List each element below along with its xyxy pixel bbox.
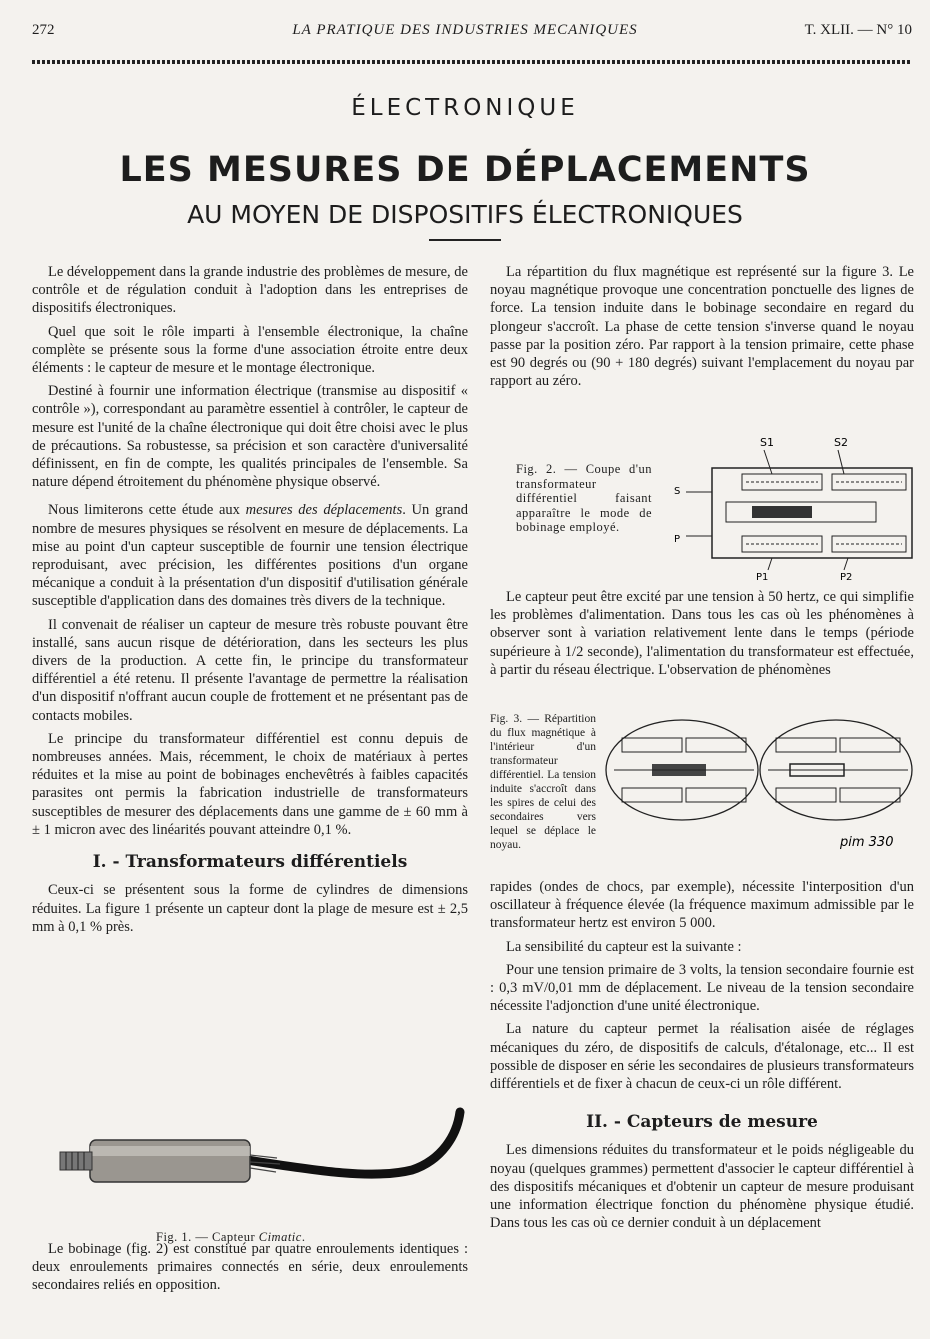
threaded-end	[60, 1152, 92, 1170]
left-column-end	[32, 1240, 468, 1300]
heading-transformateurs: I. - Transformateurs différentiels	[92, 852, 408, 873]
text-run: .	[301, 1230, 306, 1244]
coil	[686, 738, 746, 752]
paragraph: Le capteur peut être excité par une tension à 50 hertz, ce qui simplifie les problèmes d'alimentation. Dans tous les cas où les phénomènes à observer sont à variation relativement lente dans le temps (période supérieure à 1/2 seconde), l'alimentation du transformateur est effectuée, à partir du réseau électrique. L'observation de phénomènes	[490, 589, 914, 678]
paragraph: rapides (ondes de chocs, par exemple), nécessite l'interposition d'un oscillateur à fréquence élevée (la fréquence maximum admissible par le transformateur hertz est environ 5 000.	[490, 879, 914, 932]
coil	[776, 738, 836, 752]
text-run: Nous limiterons cette étude aux	[48, 502, 246, 519]
figure-1-sensor-photo	[32, 1100, 472, 1210]
paragraph: La répartition du flux magnétique est représenté sur la figure 3. Le noyau magnétique provoque une concentration ponctuelle des lignes de force. La tension induite dans le bobinage secondaire en regard du plongeur s'accroît. La phase de cette tension s'inverse quand le noyau passe par la position zéro. Par rapport à la tension primaire, cette phase est 90 degrés ou (90 + 180 degrés) suivant l'emplacement du noyau par rapport au zéro.	[490, 264, 914, 390]
figure-3-flux-distribution	[604, 716, 914, 856]
figure-2-transformer-cross-section	[672, 432, 917, 582]
paragraph: La nature du capteur permet la réalisation aisée de réglages mécaniques du zéro, de dispositifs de calculs, d'étalonage, etc... Il est possible de disposer en série les secondaires de plusieurs transformateurs différentiels et de fixer à chacun de ceux-ci un rôle différent.	[490, 1021, 915, 1093]
emphasis: mesures des déplacements	[245, 502, 403, 519]
paragraph: Destiné à fournir une information électrique (transmise au dispositif « contrôle »), correspondant au paramètre essentiel à contrôler, le capteur de mesure est l'unité de la chaîne électronique qui doit être choisi avec le plus de précautions. Sa robustesse, sa précision et son caractère d'universalité définissent, en fin de compte, les qualités principales de l'ensemble. Sa nature dépend étroitement du phénomène physique observé.	[32, 383, 468, 491]
leader	[768, 558, 772, 570]
journal-title: LA PRATIQUE DES INDUSTRIES MECANIQUES	[292, 22, 638, 38]
label-p2: P2	[840, 572, 853, 582]
coil	[776, 788, 836, 802]
paragraph: Le principe du transformateur différentiel est connu depuis de nombreuses années. Mais, récemment, le choix de matériaux à pertes réduites et la mise au point de bobinages enchevêtrés à faibles capacités parasites ont permis la fabrication industrielle de transformateurs susceptibles de mesurer des déplacements dans une gamme de ± 60 mm à ± 1 micron avec des linéarités pouvant atteindre 0,1 %.	[32, 730, 468, 838]
dotted-rule	[32, 60, 910, 64]
paragraph: Le développement dans la grande industrie des problèmes de mesure, de contrôle et de régulation conduit à l'adoption dans les entreprises de dispositifs électroniques.	[32, 264, 468, 317]
text-run: . Un grand nombre de mesures physiques se résolvent en mesure de déplacements. La mise au point d'un capteur susceptible de fournir une tension électrique reproduisant, avec précision, les différentes positions d'un organe mécanique a conduit à la présentation d'un dispositif d'utilisation générale susceptible d'application dans des domaines très divers de la technique.	[32, 502, 468, 610]
left-column	[32, 263, 468, 941]
paragraph	[32, 501, 468, 610]
paragraph: Pour une tension primaire de 3 volts, la tension secondaire fournie est : 0,3 mV/0,01 mm de déplacement. Le niveau de la tension secondaire nécessite l'adjonction d'une unité électronique.	[490, 961, 914, 1015]
heading-capteurs: II. - Capteurs de mesure	[586, 1112, 818, 1133]
paragraph: Il convenait de réaliser un capteur de mesure très robuste pouvant être installé, sans aucun risque de détérioration, dans les secteurs les plus divers de la production. A cette fin, le principe du transformateur différentiel a été retenu. Il présente l'avantage de permettre la réalisation d'un dispositif n'offrant aucun couple de frottement et ne présentant pas de contacts mobiles.	[32, 616, 468, 724]
coil	[622, 738, 682, 752]
leader	[844, 558, 848, 570]
section-heading: ÉLECTRONIQUE	[351, 95, 579, 121]
paragraph: Le bobinage (fig. 2) est constitué par quatre enroulements identiques : deux enroulements primaires connectés en série, deux enroulements secondaires reliés en opposition.	[32, 1241, 468, 1294]
page-number: 272	[32, 22, 55, 38]
label-p1: P1	[756, 572, 769, 582]
text-run: Fig. 1. — Capteur	[156, 1230, 259, 1244]
leader	[764, 450, 772, 474]
cable	[247, 1112, 460, 1174]
coil	[840, 738, 900, 752]
paragraph: La sensibilité du capteur est la suivante :	[506, 938, 742, 955]
paragraph: Ceux-ci se présentent sous la forme de cylindres de dimensions réduites. La figure 1 présente un capteur dont la plage de mesure est ± 2,5 mm à 0,1 % près.	[32, 882, 468, 935]
emphasis: Cimatic	[258, 1230, 302, 1244]
running-header	[0, 22, 930, 46]
leader	[838, 450, 844, 474]
label-s2: S2	[834, 436, 848, 449]
title-rule	[429, 239, 501, 241]
volume-number: T. XLII. — N° 10	[804, 22, 912, 38]
highlight	[90, 1146, 250, 1156]
figure-ref-label: pim 330	[840, 835, 894, 850]
coil	[840, 788, 900, 802]
core	[752, 506, 812, 518]
coil	[686, 788, 746, 802]
right-column-middle	[490, 588, 914, 684]
right-column-bottom	[490, 878, 914, 1237]
article-title: LES MESURES DE DÉPLACEMENTS	[119, 150, 811, 190]
paragraph: Les dimensions réduites du transformateur et le poids négligeable du noyau (quelques grammes) permettent d'associer le capteur différentiel à des dispositifs mécaniques et d'obtenir un capteur de mesure produisant une information électrique fonction du phénomène physique étudié. Dans tous les cas où ce dernier conduit à un déplacement	[490, 1142, 914, 1232]
right-column-top	[490, 263, 914, 395]
coil	[622, 788, 682, 802]
label-s: S	[674, 486, 681, 497]
figure-2-caption: Fig. 2. — Coupe d'un transformateur différentiel faisant apparaître le mode de bobinage employé.	[516, 462, 652, 534]
figure-3-caption: Fig. 3. — Répartition du flux magnétique à l'intérieur d'un transformateur différentiel. La tension induite s'accroît dans les spires de celui des secondaires vers lequel se déplace le noyau.	[490, 713, 596, 851]
paragraph: Quel que soit le rôle imparti à l'ensemble électronique, la chaîne complète se présente sous la forme d'une association étroite entre deux éléments : le capteur de mesure et le montage électronique.	[32, 323, 468, 377]
article-subtitle: AU MOYEN DE DISPOSITIFS ÉLECTRONIQUES	[187, 200, 743, 229]
label-p: P	[674, 534, 681, 545]
label-s1: S1	[760, 436, 774, 449]
